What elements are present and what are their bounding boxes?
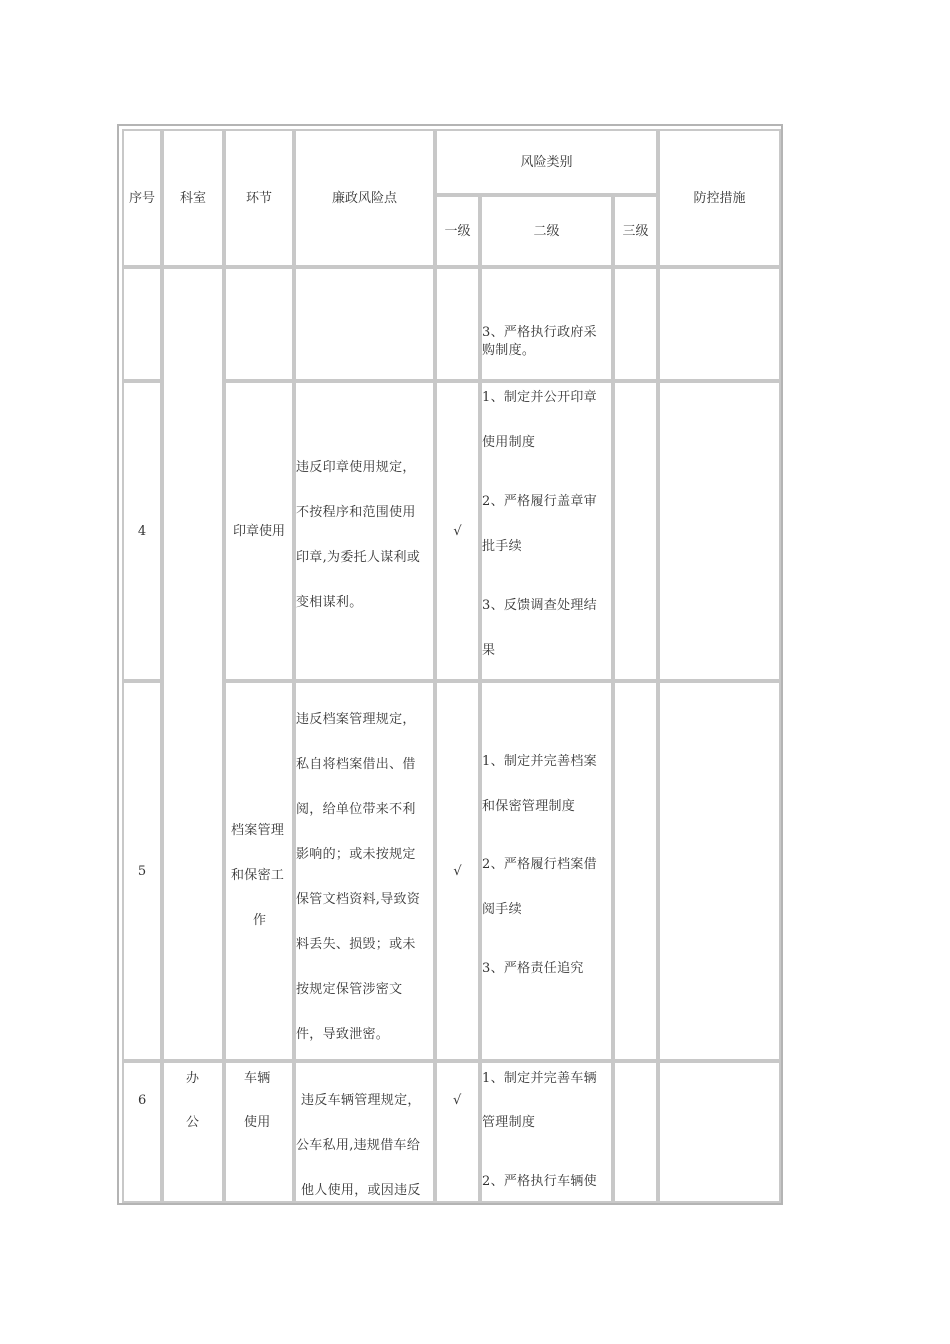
row0-level3 <box>613 267 658 381</box>
row2-risk-line: 按规定保管涉密文 <box>296 982 403 997</box>
row2-stage <box>224 681 294 1061</box>
row2-level2-line: 1、制定并完善档案 <box>482 754 597 769</box>
row0-risk-point <box>294 267 435 381</box>
row1-stage <box>224 381 294 681</box>
row1-seq-text: 4 <box>137 523 147 539</box>
row1-level2-line: 2、严格履行盖章审 <box>482 494 597 509</box>
row2-risk-line: 件，导致泄密。 <box>296 1027 390 1042</box>
row2-stage-line: 档案管理 <box>231 823 285 838</box>
row2-measures <box>658 681 781 1061</box>
row3-level2-line: 2、严格执行车辆使 <box>482 1174 597 1189</box>
row1-level3 <box>613 381 658 681</box>
row3-level2-line: 管理制度 <box>482 1115 536 1130</box>
row2-risk-point <box>294 681 435 1061</box>
row2-risk-line: 私自将档案借出、借 <box>296 757 416 772</box>
header-stage-text: 环节 <box>245 190 272 206</box>
row3-dept <box>162 1061 224 1203</box>
row3-seq <box>122 1061 162 1203</box>
row3-level2-line: 1、制定并完善车辆 <box>482 1071 597 1086</box>
row1-check-mark: √ <box>453 523 462 539</box>
row1-risk-line: 变相谋利。 <box>296 595 363 610</box>
row1-stage-text: 印章使用 <box>232 523 285 539</box>
row1-risk-line: 印章,为委托人谋利或 <box>296 550 421 565</box>
row1-level2-line: 1、制定并公开印章 <box>482 390 597 405</box>
row0-level2-line: 3、严格执行政府采 <box>482 325 597 340</box>
header-level2 <box>480 195 613 267</box>
row1-level1 <box>435 381 480 681</box>
row3-stage-line: 车辆 <box>244 1071 271 1086</box>
row2-stage-line: 作 <box>253 913 267 928</box>
row0-stage <box>224 267 294 381</box>
row2-seq <box>122 681 162 1061</box>
row3-stage-line: 使用 <box>244 1115 271 1130</box>
row1-risk-line: 违反印章使用规定， <box>296 460 416 475</box>
header-risk-point <box>294 129 435 267</box>
row0-level2-line: 购制度。 <box>482 343 536 358</box>
header-dept-text: 科室 <box>179 190 206 206</box>
row1-level2-line: 3、反馈调查处理结 <box>482 598 597 613</box>
header-level1-text: 一级 <box>444 223 471 239</box>
header-seq <box>122 129 162 267</box>
row0-level1 <box>435 267 480 381</box>
row2-seq-text: 5 <box>137 863 147 879</box>
row2-level2-line: 2、严格履行档案借 <box>482 857 597 872</box>
header-measures <box>658 129 781 267</box>
row0-measures <box>658 267 781 381</box>
row3-level1 <box>435 1061 480 1203</box>
row0-seq <box>122 267 162 381</box>
row1-level2-line: 果 <box>482 643 496 658</box>
row2-risk-line: 影响的；或未按规定 <box>296 847 416 862</box>
header-level1 <box>435 195 480 267</box>
row1-level2-line: 批手续 <box>482 539 522 554</box>
row3-risk-line: 违反车辆管理规定， <box>301 1093 421 1108</box>
row3-level3 <box>613 1061 658 1203</box>
row1-seq <box>122 381 162 681</box>
row0-level2 <box>480 267 613 381</box>
row2-level2-line: 阅手续 <box>482 902 522 917</box>
row2-risk-line: 料丢失、损毁；或未 <box>296 937 416 952</box>
row3-seq-text: 6 <box>138 1093 147 1108</box>
row2-level1 <box>435 681 480 1061</box>
row1-measures <box>658 381 781 681</box>
risk-control-table <box>117 124 783 1205</box>
row2-risk-line: 违反档案管理规定， <box>296 712 416 727</box>
row3-dept-line: 公 <box>186 1115 200 1130</box>
header-measures-text: 防控措施 <box>693 190 746 206</box>
row3-check-mark: √ <box>453 1093 462 1108</box>
dept-cell-merged <box>162 267 224 1061</box>
row2-level2-line: 3、严格责任追究 <box>482 961 584 976</box>
header-risk-category-text: 风险类别 <box>520 154 573 170</box>
header-risk-category <box>435 129 658 195</box>
header-dept <box>162 129 224 267</box>
header-level3-text: 三级 <box>622 223 649 239</box>
row2-risk-line: 阅，给单位带来不利 <box>296 802 416 817</box>
header-stage <box>224 129 294 267</box>
row2-stage-line: 和保密工 <box>231 868 285 883</box>
row2-level3 <box>613 681 658 1061</box>
row2-level2 <box>480 681 613 1061</box>
row2-risk-line: 保管文档资料,导致资 <box>296 892 421 907</box>
row2-level2-line: 和保密管理制度 <box>482 799 576 814</box>
row1-level2 <box>480 381 613 681</box>
row3-risk-line: 他人使用，或因违反 <box>301 1183 421 1198</box>
header-level2-text: 二级 <box>533 223 560 239</box>
row3-risk-line: 公车私用,违规借车给 <box>296 1138 421 1153</box>
row3-level2 <box>480 1061 613 1203</box>
row3-dept-line: 办 <box>186 1071 200 1086</box>
header-seq-text: 序号 <box>128 190 155 206</box>
row1-risk-line: 不按程序和范围使用 <box>296 505 416 520</box>
row3-measures <box>658 1061 781 1203</box>
header-level3 <box>613 195 658 267</box>
row1-risk-point <box>294 381 435 681</box>
row1-level2-line: 使用制度 <box>482 435 536 450</box>
header-risk-point-text: 廉政风险点 <box>331 190 397 206</box>
row3-stage <box>224 1061 294 1203</box>
row3-risk-point <box>294 1061 435 1203</box>
row2-check-mark: √ <box>453 863 462 879</box>
